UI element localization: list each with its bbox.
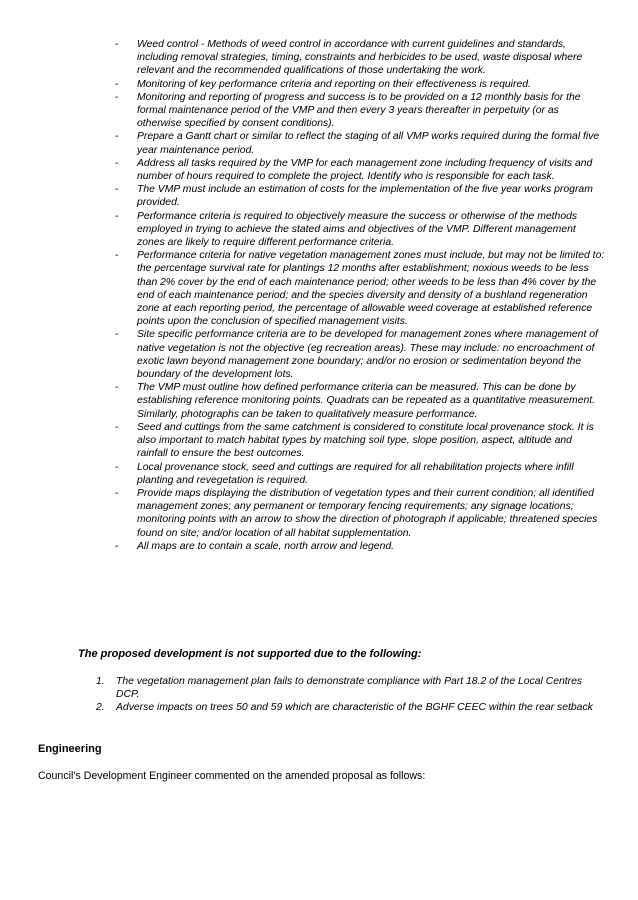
list-item (115, 461, 605, 487)
reasons-list (96, 675, 596, 715)
list-item (115, 381, 605, 421)
list-number: 1. (96, 676, 105, 687)
list-item (115, 78, 605, 91)
list-item (96, 701, 596, 714)
list-item-text: Performance criteria for native vegetation management zones must include, but may not be limited to: the percentage survival rate for plantings 12 months after establishment; noxious weeds to be less than 2% cover by the end of each maintenance period; other weeds to be less than 4% cover by the end of each maintenance period; and the species diversity and density of a bushland regeneration zone at each reporting period, the percentage of allowable weed coverage at established reference points upon the conclusion of specified management visits. (137, 250, 605, 328)
list-item-text: Monitoring of key performance criteria and reporting on their effectiveness is required. (137, 78, 531, 90)
list-item-text: Provide maps displaying the distribution of vegetation types and their current condition; all identified management zones; any permanent or temporary fencing requirements; any signage locations; monitoring points with an arrow to show the direction of photograph if applicable; threatened species found on site; and/or location of all habitat supplementation. (137, 487, 598, 539)
list-item-text: Monitoring and reporting of progress and success is to be provided on a 12 monthly basis for the formal maintenance period of the VMP and then every 3 years thereafter in perpetuity (or as otherwise specified by consent conditions). (137, 91, 581, 130)
bullet-marker: - (115, 184, 119, 196)
list-item (96, 675, 596, 701)
list-item-text: Weed control - Methods of weed control in accordance with current guidelines and standards, including removal strategies, timing, constraints and herbicides to be used, waste disposal where relevant and the recommended qualifications of those undertaking the work. (137, 39, 583, 77)
list-item-text: All maps are to contain a scale, north arrow and legend. (137, 540, 395, 552)
list-item (115, 91, 605, 131)
vmp-requirements-list (115, 38, 605, 553)
bullet-marker: - (115, 157, 119, 169)
bullet-marker: - (115, 487, 119, 499)
list-item (115, 540, 605, 553)
bullet-marker: - (115, 250, 119, 262)
list-item-text: Prepare a Gantt chart or similar to reflect the staging of all VMP works required during the formal five year maintenance period. (137, 131, 600, 156)
list-item-text: Adverse impacts on trees 50 and 59 which are characteristic of the BGHF CEEC within the rear setback (116, 702, 593, 714)
list-item-text: Address all tasks required by the VMP for each management zone including frequency of visits and number of hours required to complete the project. Identify who is responsible for each task. (137, 157, 593, 183)
bullet-marker: - (115, 382, 119, 394)
bullet-marker: - (115, 421, 119, 433)
list-item-text: Site specific performance criteria are to be developed for management zones where management of native vegetation is not the objective (eg recreation areas). These may include: no encroachment of exotic lawn beyond management zone boundary; and/or no erosion or sedimentation beyond the boundary of the development lots. (137, 329, 598, 381)
bullet-marker: - (115, 131, 119, 143)
list-item (115, 328, 605, 381)
list-number: 2. (96, 702, 105, 714)
list-item-text: Performance criteria is required to objectively measure the success or otherwise of the methods employed in trying to achieve the stated aims and objectives of the VMP. Different management zones are likely to require different performance criteria. (137, 210, 578, 249)
bullet-marker: - (115, 540, 119, 552)
bullet-marker: - (115, 329, 119, 341)
body-paragraph: Council’s Development Engineer commented on the amended proposal as follows: (38, 770, 426, 782)
list-item (115, 210, 605, 250)
list-item-text: The VMP must outline how defined performance criteria can be measured. This can be done by establishing reference monitoring points. Quadrats can be repeated as a quantitative measurement. Similarly, photographs can be taken to qualitatively measure performance. (137, 382, 596, 420)
list-item-text: The vegetation management plan fails to demonstrate compliance with Part 18.2 of the Local Centres DCP. (116, 676, 583, 701)
list-item (115, 487, 605, 540)
list-item (115, 183, 605, 209)
list-item (115, 157, 605, 183)
list-item (115, 249, 605, 328)
bullet-marker: - (115, 461, 119, 473)
list-item-text: Seed and cuttings from the same catchment is considered to constitute local provenance stock. It is also important to match habitat types by matching soil type, slope position, aspect, altitude and rainfall to ensure the best outcomes. (137, 421, 594, 460)
list-item (115, 421, 605, 461)
list-item-text: The VMP must include an estimation of costs for the implementation of the five year works program provided. (137, 184, 593, 209)
bullet-marker: - (115, 78, 119, 90)
list-item-text: Local provenance stock, seed and cuttings are required for all rehabilitation projects where infill planting and revegetation is required. (137, 461, 574, 486)
bullet-marker: - (115, 210, 119, 222)
bullet-marker: - (115, 39, 119, 50)
bullet-marker: - (115, 91, 119, 103)
recommendation-statement: The proposed development is not supported due to the following: (78, 648, 422, 660)
section-heading: Engineering (38, 743, 102, 755)
list-item (115, 38, 605, 78)
list-item (115, 130, 605, 156)
